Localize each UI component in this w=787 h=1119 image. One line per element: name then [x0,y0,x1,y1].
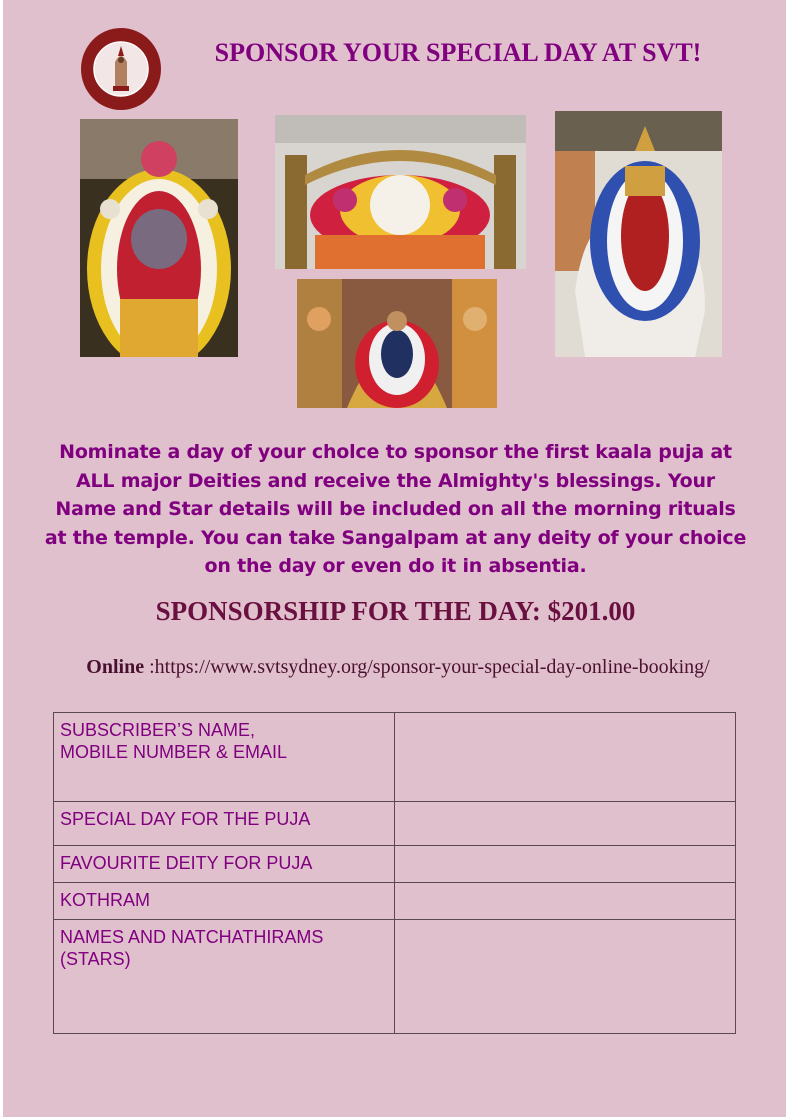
form-field-label-line: KOTHRAM [60,890,150,910]
online-separator: : [144,656,155,678]
form-field-value[interactable] [395,846,736,883]
form-field-label-line: SUBSCRIBER’S NAME, [60,720,256,740]
deity-photo-2 [275,115,526,269]
sponsorship-price: SPONSORSHIP FOR THE DAY: $201.00 [155,596,636,626]
form-field-label [54,883,395,920]
form-field-value[interactable] [395,713,736,802]
form-field-label [54,846,395,883]
form-field-label [54,713,395,802]
sponsorship-description: Nominate a day of your cholce to sponsor the first kaala puja at ALL major Deities and receive the Almighty's blessings. Your Name and Star details will be included on all the morning rituals at the temple. You can take Sangalpam at any deity of your choice on the day or even do it in absentia. [44,441,747,577]
form-row [54,883,736,920]
online-booking-line [13,656,783,679]
form-row [54,920,736,1034]
online-booking-url[interactable]: https://www.svtsydney.org/sponsor-your-special-day-online-booking/ [154,656,710,678]
form-field-label-line: MOBILE NUMBER & EMAIL [60,742,288,762]
form-field-label [54,920,395,1034]
form-field-value[interactable] [395,920,736,1034]
form-field-label [54,802,395,846]
sponsorship-form [53,712,736,1034]
form-field-value[interactable] [395,802,736,846]
form-field-label-line: FAVOURITE DEITY FOR PUJA [60,853,313,873]
temple-logo [81,28,161,110]
form-field-label-line: (STARS) [60,949,131,969]
deity-photo-1 [80,119,238,357]
flyer-page [3,0,786,1117]
page-title: SPONSOR YOUR SPECIAL DAY AT SVT! [214,38,702,67]
form-row [54,802,736,846]
form-row [54,713,736,802]
online-label: Online [86,656,145,678]
deity-photo-4 [297,279,497,408]
form-field-label-line: SPECIAL DAY FOR THE PUJA [60,809,311,829]
form-field-label-line: NAMES AND NATCHATHIRAMS [60,927,324,947]
form-row [54,846,736,883]
deity-photo-3 [555,111,722,357]
form-field-value[interactable] [395,883,736,920]
